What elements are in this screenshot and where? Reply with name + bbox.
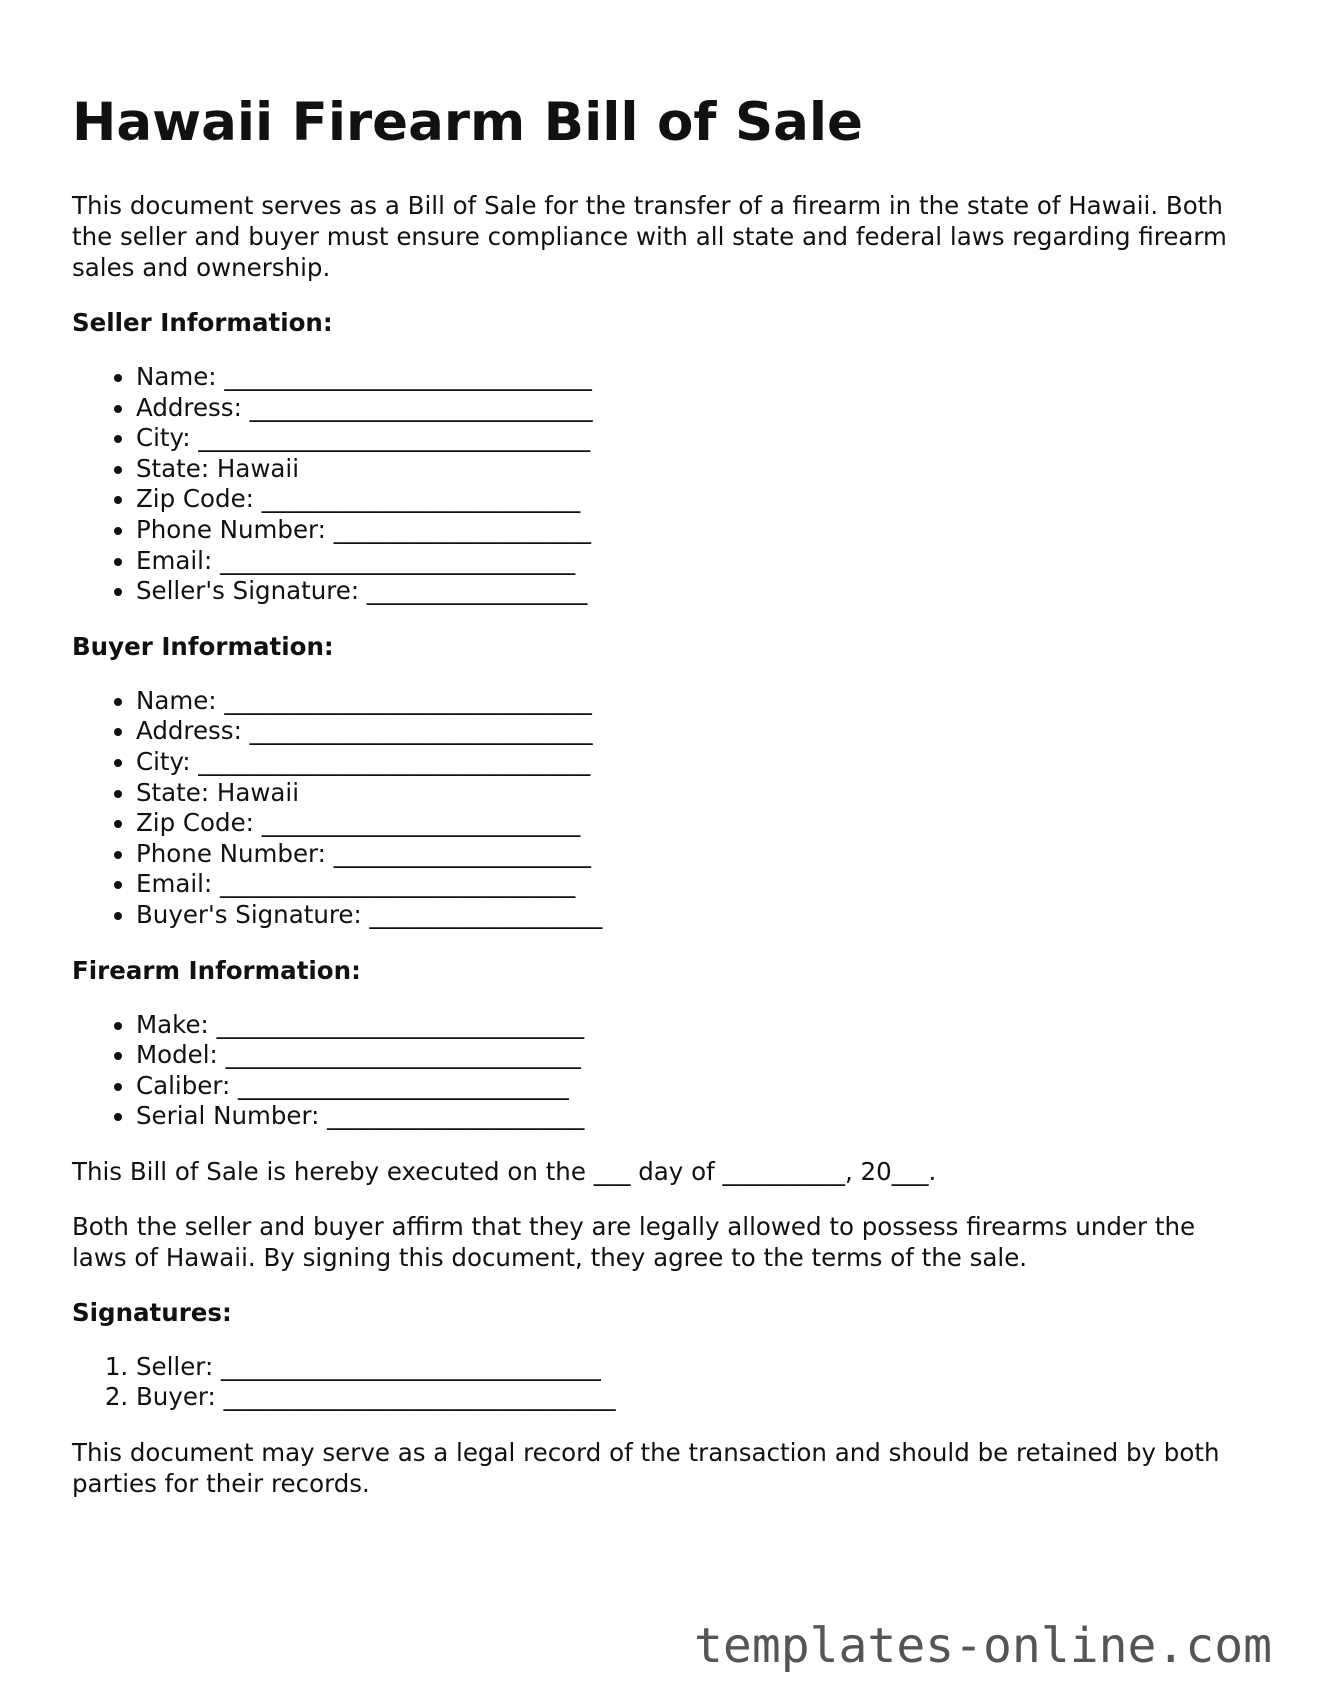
seller-signature-field: • Seller's Signature: __________________ xyxy=(136,576,1248,607)
firearm-caliber-field: • Caliber: ___________________________ xyxy=(136,1071,1248,1102)
seller-heading: Seller Information: xyxy=(72,308,333,337)
firearm-heading: Firearm Information: xyxy=(72,955,361,985)
seller-phone-field: • Phone Number: _____________________ xyxy=(136,515,1248,546)
signatures-heading: Signatures: xyxy=(72,1297,232,1327)
execution-line: This Bill of Sale is hereby executed on the ___ day of __________, 20___. xyxy=(72,1156,937,1186)
firearm-model-field: • Model: _____________________________ xyxy=(136,1040,1248,1071)
affirmation-paragraph: Both the seller and buyer affirm that they are legally allowed to possess firearms under the laws of Hawaii. By signing this document, they agree to the terms of the sale. xyxy=(72,1211,1196,1272)
buyer-city-field: • City: ________________________________ xyxy=(136,747,1248,778)
page-title: Hawaii Firearm Bill of Sale xyxy=(72,92,863,153)
seller-name-field: • Name: ______________________________ xyxy=(136,362,1248,393)
buyer-phone-field: • Phone Number: _____________________ xyxy=(136,839,1248,870)
signatures-list xyxy=(72,1352,1248,1413)
seller-email-field: • Email: _____________________________ xyxy=(136,546,1248,577)
firearm-make-field: • Make: ______________________________ xyxy=(136,1010,1248,1041)
buyer-signature-field: • Buyer's Signature: ___________________ xyxy=(136,900,1248,931)
buyer-list xyxy=(72,686,1248,931)
buyer-heading: Buyer Information: xyxy=(72,631,334,661)
buyer-zip-field: • Zip Code: __________________________ xyxy=(136,808,1248,839)
buyer-state-field: • State: Hawaii xyxy=(136,778,1248,809)
buyer-email-field: • Email: _____________________________ xyxy=(136,869,1248,900)
seller-list xyxy=(72,362,1248,607)
document-page xyxy=(72,88,1248,1523)
watermark-text: templates-online.com xyxy=(694,1618,1272,1674)
buyer-name-field: • Name: ______________________________ xyxy=(136,686,1248,717)
firearm-serial-field: • Serial Number: _____________________ xyxy=(136,1101,1248,1132)
intro-paragraph: This document serves as a Bill of Sale for the transfer of a firearm in the state of Hawaii. Both the seller and buyer must ensure compliance with all state and federal laws regarding firearm sales and ownership. xyxy=(72,191,1227,282)
seller-state-field: • State: Hawaii xyxy=(136,454,1248,485)
seller-zip-field: • Zip Code: __________________________ xyxy=(136,484,1248,515)
closing-paragraph: This document may serve as a legal record of the transaction and should be retained by both parties for their records. xyxy=(72,1438,1220,1499)
seller-address-field: • Address: ____________________________ xyxy=(136,393,1248,424)
firearm-list xyxy=(72,1010,1248,1132)
seller-city-field: • City: ________________________________ xyxy=(136,423,1248,454)
buyer-address-field: • Address: ____________________________ xyxy=(136,716,1248,747)
buyer-signature-line: 2. Buyer: ________________________________ xyxy=(136,1382,1248,1413)
seller-signature-line: 1. Seller: _______________________________ xyxy=(136,1352,1248,1383)
